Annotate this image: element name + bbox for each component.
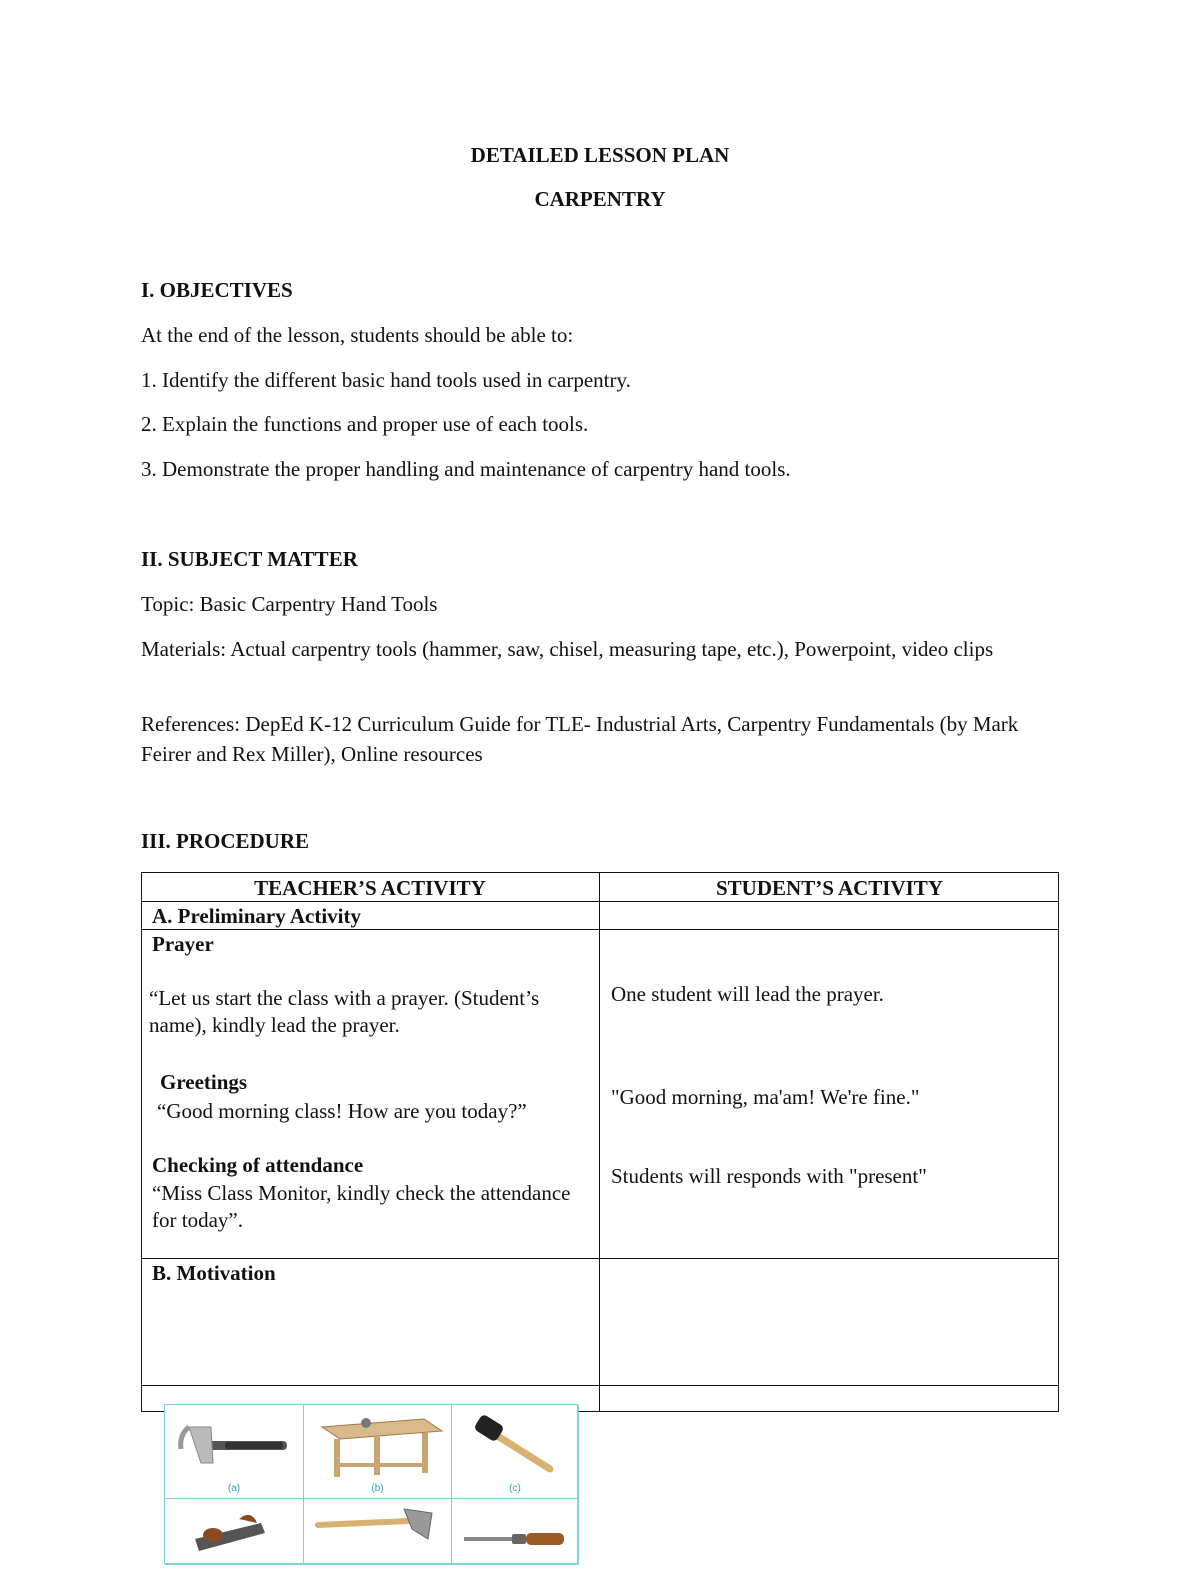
objectives-intro: At the end of the lesson, students should be able to: — [141, 323, 574, 347]
greetings-teacher-text: “Good morning class! How are you today?” — [157, 1099, 527, 1123]
prayer-title: Prayer — [152, 932, 214, 956]
materials-line: Materials: Actual carpentry tools (hammer, saw, chisel, measuring tape, etc.), Powerpoint, video clips — [141, 637, 994, 661]
chisel-icon — [452, 1499, 579, 1565]
document-subject: CARPENTRY — [534, 187, 666, 211]
tool-cell — [304, 1405, 452, 1499]
subject-matter-heading: II. SUBJECT MATTER — [141, 547, 358, 571]
objective-item: 1. Identify the different basic hand tools used in carpentry. — [141, 368, 631, 392]
tool-cell — [452, 1499, 579, 1565]
greetings-title: Greetings — [160, 1070, 248, 1094]
tool-label: (c) — [509, 1483, 521, 1494]
table-row-divider — [141, 901, 1059, 902]
preliminary-activity-label: A. Preliminary Activity — [152, 904, 361, 928]
prayer-student-text: One student will lead the prayer. — [611, 982, 884, 1006]
table-row-divider — [141, 929, 1059, 930]
objectives-heading: I. OBJECTIVES — [141, 278, 293, 302]
topic-line: Topic: Basic Carpentry Hand Tools — [141, 592, 438, 616]
claw-hammer-icon — [165, 1405, 304, 1485]
student-activity-header: STUDENT’S ACTIVITY — [716, 876, 943, 900]
teacher-activity-header: TEACHER’S ACTIVITY — [254, 876, 486, 900]
attendance-title: Checking of attendance — [152, 1153, 364, 1177]
document-title: DETAILED LESSON PLAN — [470, 143, 730, 167]
hand-plane-icon — [165, 1499, 304, 1565]
table-row-divider — [141, 1385, 1059, 1386]
table-row-divider — [141, 1258, 1059, 1259]
objective-item: 3. Demonstrate the proper handling and maintenance of carpentry hand tools. — [141, 457, 791, 481]
references-line: References: DepEd K-12 Curriculum Guide for TLE- Industrial Arts, Carpentry Fundamentals (by Mark Feirer and Rex Miller), Online resources — [141, 712, 1019, 766]
tool-cell — [165, 1405, 304, 1499]
procedure-heading: III. PROCEDURE — [141, 829, 310, 853]
motivation-label: B. Motivation — [152, 1261, 276, 1285]
tool-cell — [452, 1405, 579, 1499]
attendance-teacher-text: “Miss Class Monitor, kindly check the attendance for today”. — [152, 1181, 571, 1232]
workbench-icon — [304, 1405, 452, 1485]
mallet-icon — [452, 1405, 579, 1485]
table-column-divider — [599, 872, 600, 1412]
tool-cell — [304, 1499, 452, 1565]
tool-label: (b) — [371, 1483, 384, 1494]
tool-label: (a) — [227, 1483, 241, 1494]
procedure-table — [141, 872, 1059, 1412]
objective-item: 2. Explain the functions and proper use of each tools. — [141, 412, 589, 436]
attendance-student-text: Students will responds with "present" — [611, 1164, 927, 1188]
greetings-student-text: "Good morning, ma'am! We're fine." — [611, 1085, 920, 1109]
prayer-teacher-text: “Let us start the class with a prayer. (Student’s name), kindly lead the prayer. — [149, 986, 540, 1037]
tool-cell — [165, 1499, 304, 1565]
axe-icon — [304, 1499, 452, 1565]
carpentry-tools-image — [164, 1404, 578, 1564]
